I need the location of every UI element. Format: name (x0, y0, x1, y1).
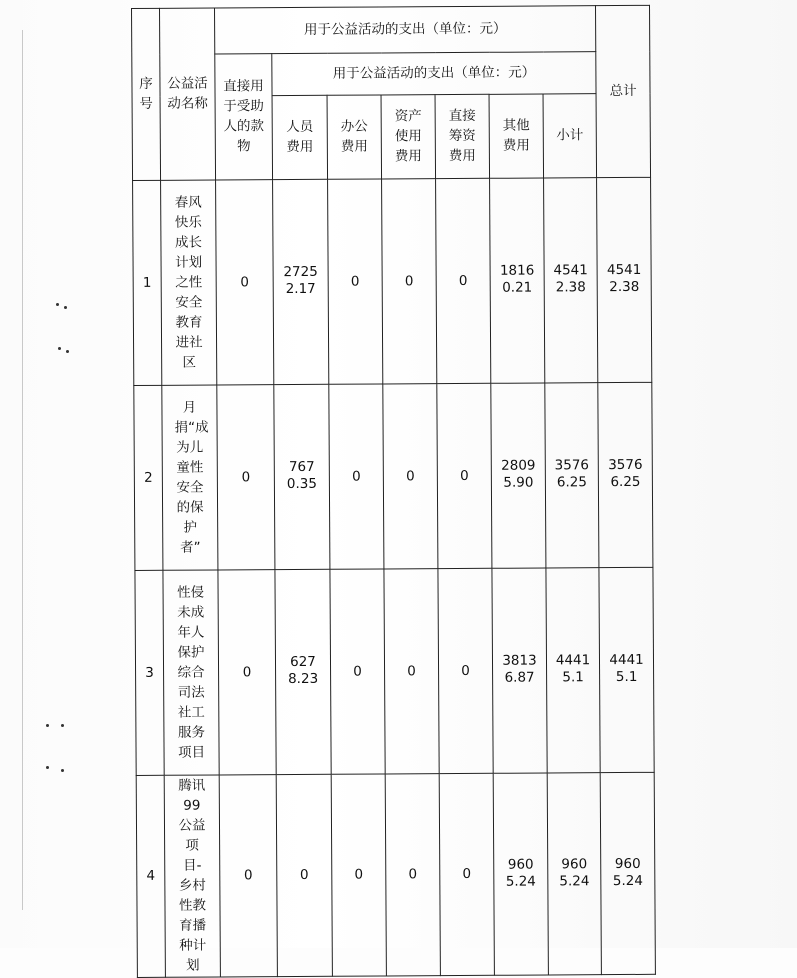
row-personnel: 6278.23 (275, 569, 331, 774)
row-office: 0 (329, 384, 384, 569)
row-index: 4 (136, 775, 165, 977)
scan-speck (64, 306, 67, 309)
header-expense-group-sub: 用于公益活动的支出（单位：元） (272, 52, 596, 96)
row-asset-use: 0 (385, 774, 440, 976)
header-office: 办公费用 (327, 95, 382, 179)
row-other: 38136.87 (492, 568, 547, 773)
row-subtotal: 44415.1 (546, 568, 600, 773)
header-direct-goods: 直接用于受助人的款物 (215, 54, 273, 180)
row-activity-name: 性侵未成年人保护综合司法社工服务项目 (163, 570, 219, 775)
header-direct-fundraising: 直接筹资费用 (435, 94, 490, 178)
table-row (133, 177, 652, 385)
table-row (135, 567, 654, 775)
row-direct-fundraising: 0 (439, 773, 494, 975)
header-activity-name: 公益活动名称 (160, 8, 216, 180)
row-personnel: 0 (276, 774, 332, 976)
header-asset-use: 资产使用费用 (381, 95, 436, 179)
row-index: 1 (133, 180, 162, 385)
row-direct-fundraising: 0 (438, 568, 493, 773)
row-direct-goods: 0 (216, 180, 274, 385)
scan-edge-line (22, 30, 23, 910)
row-asset-use: 0 (382, 179, 437, 384)
row-subtotal: 9605.24 (547, 773, 601, 975)
row-subtotal: 35766.25 (545, 383, 599, 568)
row-index: 2 (134, 385, 163, 570)
scan-speck (66, 350, 69, 353)
header-personnel: 人员费用 (272, 95, 328, 179)
row-total: 35766.25 (598, 382, 653, 567)
expense-table (131, 5, 656, 978)
scan-speck (61, 769, 64, 772)
table-row (134, 382, 653, 570)
row-total: 9605.24 (600, 772, 655, 974)
row-total: 44415.1 (599, 567, 654, 772)
scan-speck (61, 724, 64, 727)
row-personnel: 27252.17 (273, 179, 329, 384)
row-direct-goods: 0 (219, 775, 277, 977)
scan-speck (46, 724, 49, 727)
header-total: 总计 (596, 5, 651, 177)
table-row (136, 772, 655, 977)
row-subtotal: 45412.38 (544, 178, 598, 383)
row-office: 0 (328, 179, 383, 384)
row-office: 0 (330, 569, 385, 774)
header-other: 其他费用 (489, 94, 544, 178)
row-direct-goods: 0 (217, 385, 275, 570)
header-subtotal: 小计 (543, 94, 597, 178)
row-index: 3 (135, 570, 164, 775)
row-activity-name: 腾讯99公益项目-乡村性教育播种计划 (164, 775, 220, 977)
row-other: 28095.90 (491, 383, 546, 568)
row-direct-fundraising: 0 (437, 383, 492, 568)
scan-speck (58, 347, 61, 350)
row-direct-goods: 0 (218, 570, 276, 775)
row-other: 18160.21 (490, 178, 545, 383)
row-direct-fundraising: 0 (436, 178, 491, 383)
header-expense-group-top: 用于公益活动的支出（单位：元） (215, 6, 596, 54)
row-activity-name: 月捐“成为儿童性安全的保护者” (162, 385, 218, 570)
scan-speck (56, 303, 59, 306)
row-other: 9605.24 (493, 773, 548, 975)
row-personnel: 7670.35 (274, 384, 330, 569)
row-asset-use: 0 (384, 569, 439, 774)
row-total: 45412.38 (597, 177, 652, 382)
row-office: 0 (331, 774, 386, 976)
scan-speck (46, 766, 49, 769)
row-asset-use: 0 (383, 384, 438, 569)
header-index: 序号 (132, 8, 161, 180)
row-activity-name: 春风快乐成长计划之性安全教育进社区 (161, 180, 217, 385)
